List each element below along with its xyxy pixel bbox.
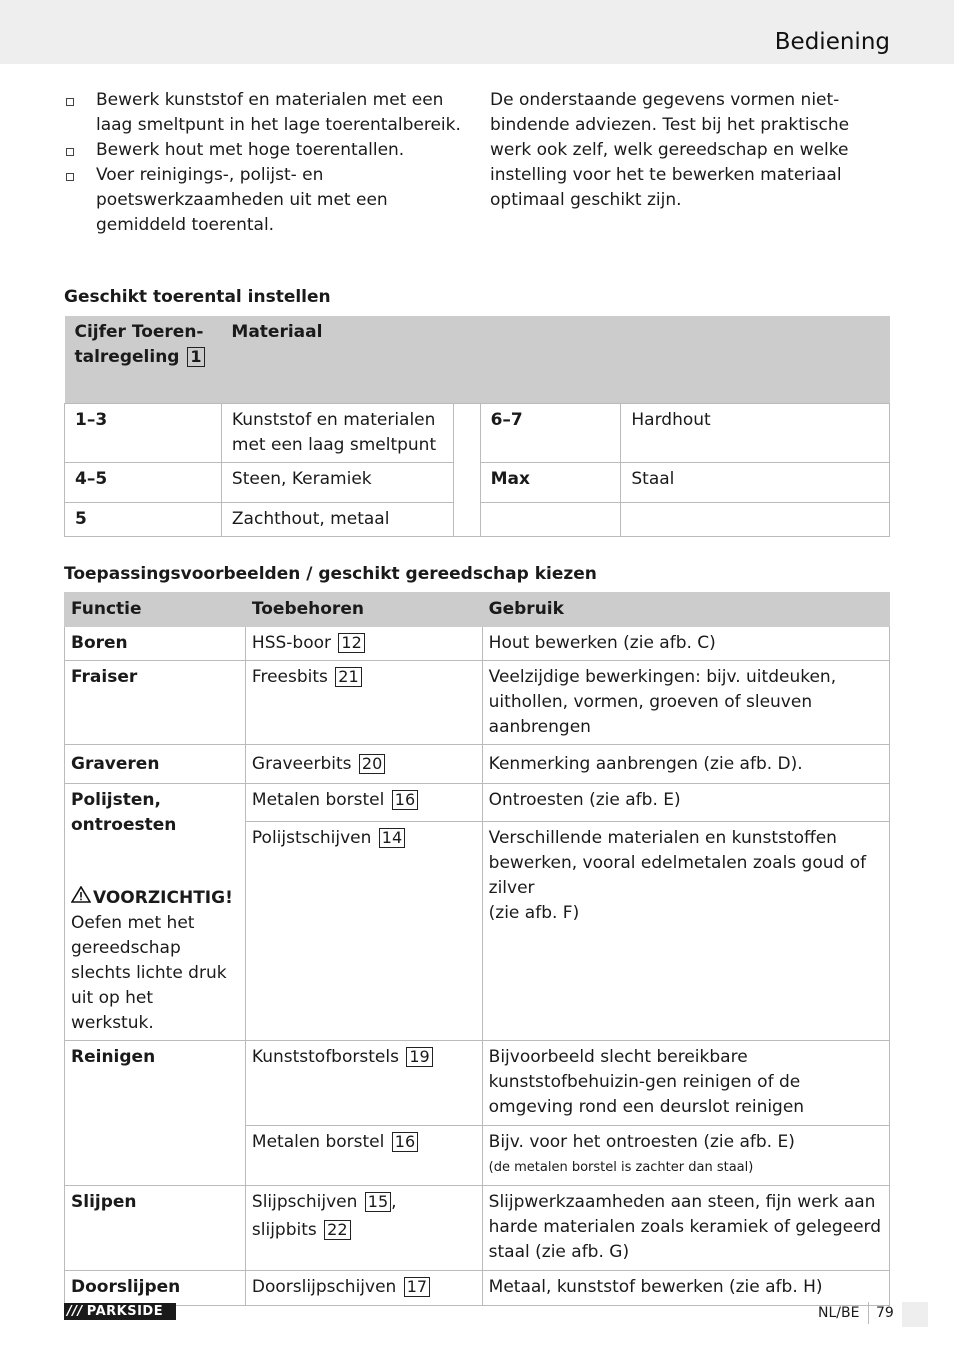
accessory-cell	[245, 822, 482, 1041]
footer-tab	[902, 1302, 928, 1327]
brand-logo	[64, 1303, 176, 1320]
spacer-cell	[453, 403, 480, 536]
usage-cell: Hout bewerken (zie afb. C)	[482, 627, 889, 661]
reference-number: 20	[359, 754, 385, 774]
accessory-label: Kunststofborstels	[251, 1047, 399, 1067]
checkbox-icon	[66, 173, 74, 181]
usage-table	[64, 592, 890, 1306]
table-row	[65, 1271, 890, 1306]
table-header-row	[65, 316, 890, 403]
bullet-text: Voer reinigings-, polijst- en poetswerkzaamheden uit met een gemiddeld toerental.	[96, 165, 388, 235]
warning-icon	[71, 886, 91, 903]
accessory-cell	[245, 627, 482, 661]
header-label: talregeling	[74, 347, 180, 367]
speed-table-title: Geschikt toerental instellen	[64, 287, 331, 307]
reference-number: 21	[335, 667, 361, 687]
accessory-label: Metalen borstel	[251, 1132, 385, 1152]
logo-stripes-icon: ///	[67, 1304, 83, 1319]
reference-number: 12	[338, 633, 364, 653]
reference-number: 1	[187, 347, 204, 367]
reference-number: 19	[406, 1047, 432, 1067]
brand-name: PARKSIDE	[86, 1304, 164, 1319]
checkbox-icon	[66, 148, 74, 156]
accessory-cell	[245, 1271, 482, 1306]
reference-number: 17	[404, 1277, 430, 1297]
function-cell	[65, 784, 246, 1041]
language-code: NL/BE	[818, 1305, 860, 1321]
usage-cell	[482, 1126, 889, 1186]
bullet-text: Bewerk kunststof en materialen met een laag smeltpunt in het lage toerentalbereik.	[96, 90, 461, 135]
material-cell: Hardhout	[621, 403, 890, 462]
table-row	[65, 745, 890, 784]
usage-cell: Bijvoorbeeld slecht bereikbare kunststofbehuizin-gen reinigen of de omgeving rond een deurslot reinigen	[482, 1041, 889, 1126]
intro-bullets	[64, 88, 474, 238]
checkbox-icon	[66, 98, 74, 106]
intro-advice: De onderstaande gegevens vormen niet-bindende adviezen. Test bij het praktische werk ook zelf, welk gereedschap en welke instelling voor het te bewerken materiaal optimaal geschikt zijn.	[490, 90, 850, 210]
table-row	[65, 661, 890, 745]
function-cell: Fraiser	[65, 661, 246, 745]
function-cell: Reinigen	[65, 1041, 246, 1186]
accessory-label: Polijstschijven	[251, 828, 372, 849]
usage-table-title: Toepassingsvoorbeelden / geschikt gereedschap kiezen	[64, 564, 597, 584]
speed-value: Max	[480, 462, 621, 502]
header-cell: Gebruik	[482, 593, 889, 627]
accessory-cell	[245, 1041, 482, 1126]
usage-cell: Kenmerking aanbrengen (zie afb. D).	[482, 745, 889, 784]
accessory-label: slijpbits	[251, 1220, 317, 1240]
accessory-label: Graveerbits	[251, 753, 352, 774]
accessory-label: Slijpschijven	[251, 1192, 358, 1212]
bullet-text: Bewerk hout met hoge toerentallen.	[96, 140, 405, 160]
function-label: ontroesten	[71, 815, 177, 835]
list-item	[64, 88, 474, 138]
list-item	[64, 138, 474, 163]
material-cell	[621, 502, 890, 536]
speed-value: 4–5	[65, 462, 222, 502]
warning-title: VOORZICHTIG!	[93, 888, 233, 908]
table-row	[65, 784, 890, 822]
usage-cell: Metaal, kunststof bewerken (zie afb. H)	[482, 1271, 889, 1306]
speed-value: 5	[65, 502, 222, 536]
function-label: Polijsten,	[71, 790, 161, 810]
reference-number: 15	[365, 1192, 391, 1212]
speed-value: 1–3	[65, 403, 222, 462]
table-row	[65, 403, 890, 462]
table-row	[65, 1186, 890, 1271]
table-row	[65, 1041, 890, 1126]
usage-note: (de metalen borstel is zachter dan staal)	[488, 1160, 754, 1175]
function-cell: Doorslijpen	[65, 1271, 246, 1306]
page-title: Bediening	[774, 29, 890, 55]
accessory-cell	[245, 661, 482, 745]
accessory-label: HSS-boor	[251, 633, 331, 653]
table-row	[65, 627, 890, 661]
accessory-cell: Slijpschijven 15 , slijpbits 22	[245, 1186, 482, 1271]
material-cell: Staal	[621, 462, 890, 502]
material-cell: Kunststof en materialen met een laag smeltpunt	[221, 403, 453, 462]
usage-cell: Veelzijdige bewerkingen: bijv. uitdeuken, uithollen, vormen, groeven of sleuven aanbrengen	[482, 661, 889, 745]
accessory-label: Doorslijpschijven	[251, 1277, 397, 1297]
accessory-cell	[245, 784, 482, 822]
usage-text: (zie afb. F)	[488, 903, 580, 924]
accessory-label: Freesbits	[251, 667, 328, 687]
header-label: Cijfer Toeren-	[74, 322, 204, 342]
function-cell: Graveren	[65, 745, 246, 784]
reference-number: 22	[324, 1220, 350, 1240]
accessory-cell	[245, 1126, 482, 1186]
header-cell: Materiaal	[221, 316, 889, 403]
reference-number: 16	[392, 790, 418, 810]
accessory-cell	[245, 745, 482, 784]
usage-cell	[482, 822, 889, 1041]
header-cell: Functie	[65, 593, 246, 627]
footer-divider	[868, 1302, 869, 1324]
warning-heading	[71, 886, 239, 911]
header-cell	[65, 316, 222, 403]
usage-text: Bijv. voor het ontroesten (zie afb. E)	[488, 1132, 795, 1152]
speed-table	[64, 316, 890, 537]
header-bar	[0, 0, 954, 64]
material-cell: Steen, Keramiek	[221, 462, 453, 502]
table-header-row	[65, 593, 890, 627]
usage-cell: Ontroesten (zie afb. E)	[482, 784, 889, 822]
reference-number: 16	[392, 1132, 418, 1152]
material-cell: Zachthout, metaal	[221, 502, 453, 536]
page-number: 79	[876, 1305, 894, 1321]
function-cell: Slijpen	[65, 1186, 246, 1271]
reference-number: 14	[379, 828, 405, 848]
accessory-label: Metalen borstel	[251, 790, 385, 810]
usage-cell: Slijpwerkzaamheden aan steen, fijn werk aan harde materialen zoals keramiek of gelegeerd staal (zie afb. G)	[482, 1186, 889, 1271]
warning-text: Oefen met het gereedschap slechts lichte druk uit op het werkstuk.	[71, 913, 227, 1033]
usage-text: Verschillende materialen en kunststoffen bewerken, vooral edelmetalen zoals goud of zilver	[488, 828, 867, 899]
header-cell: Toebehoren	[245, 593, 482, 627]
function-cell: Boren	[65, 627, 246, 661]
speed-value: 6–7	[480, 403, 621, 462]
list-item	[64, 163, 474, 238]
speed-value	[480, 502, 621, 536]
